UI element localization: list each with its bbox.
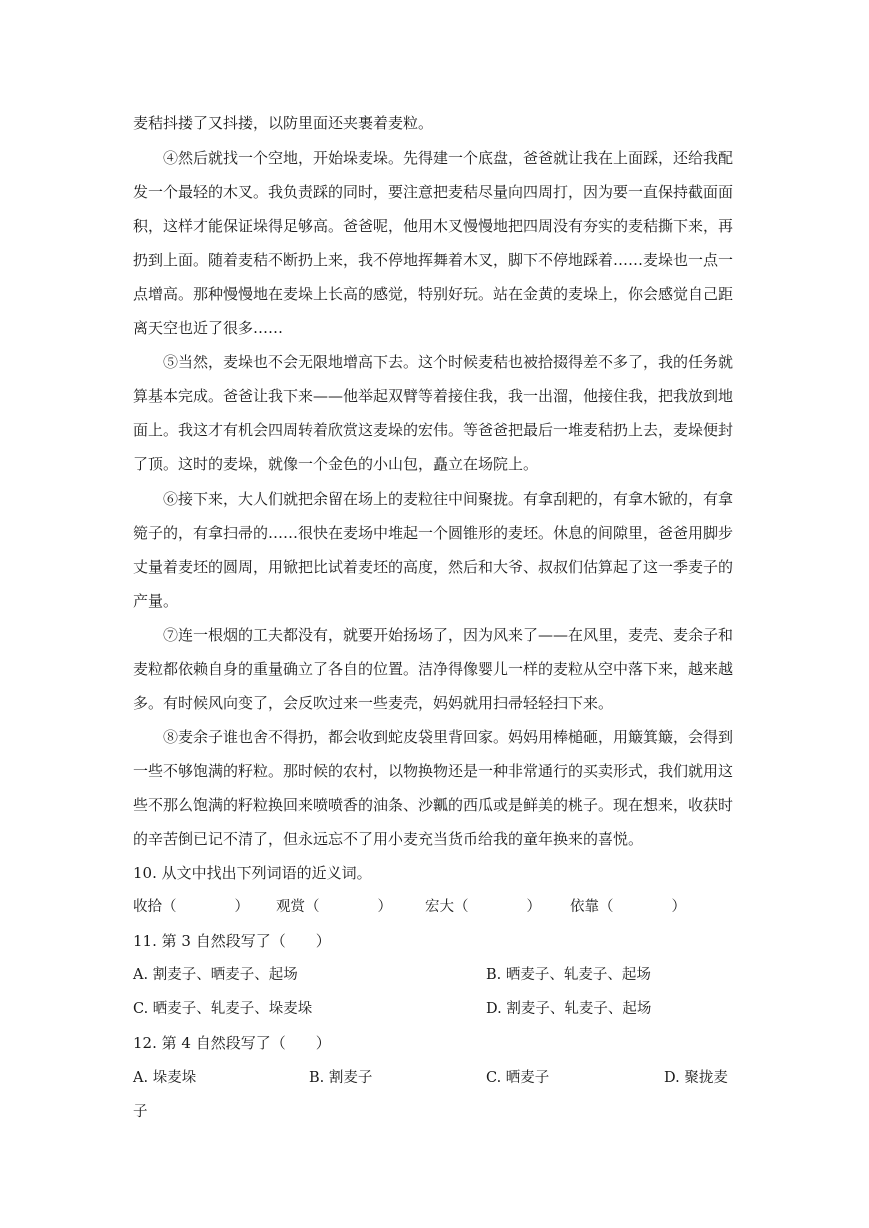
paragraph-5-line: ⑤当然，麦垛也不会无限地增高下去。这个时候麦秸也被拾掇得差不多了，我的任务就 [163,353,734,371]
synonym-blank: 观赏（ ） [276,899,392,915]
synonym-blank: 宏大（ ） [425,899,541,915]
paragraph-4-line: ④然后就找一个空地，开始垛麦垛。先得建一个底盘，爸爸就让我在上面踩，还给我配 [163,149,734,167]
option-c: C. 晒麦子、轧麦子、垛麦垛 [133,1001,313,1017]
paragraph-8-line: ⑧麦余子谁也舍不得扔，都会收到蛇皮袋里背回家。妈妈用棒槌砸，用簸箕簸，会得到 [163,728,734,746]
paragraph-6-line: 丈量着麦坯的圆周，用锨把比试着麦坯的高度，然后和大爷、叔叔们估算起了这一季麦子的 [133,558,734,576]
option-d: D. 聚拢麦 [664,1070,728,1086]
paragraph-5-line: 算基本完成。爸爸让我下来——他举起双臂等着接住我，我一出溜，他接住我，把我放到地 [133,387,734,405]
paragraph-4-line: 点增高。那种慢慢地在麦垛上长高的感觉，特别好玩。站在金黄的麦垛上，你会感觉自己距 [133,285,734,303]
paragraph-3-end: 麦秸抖搂了又抖搂，以防里面还夹裹着麦粒。 [133,114,434,132]
paragraph-8-line: 些不那么饱满的籽粒换回来喷喷香的油条、沙瓤的西瓜或是鲜美的桃子。现在想来，收获时 [133,796,734,814]
question-12-stem: 12. 第 4 自然段写了（ ） [133,1034,331,1052]
option-a: A. 垛麦垛 [133,1070,197,1086]
paragraph-6-line: 产量。 [133,592,179,610]
paragraph-7-line: 多。有时候风向变了，会反吹过来一些麦壳，妈妈就用扫帚轻轻扫下来。 [133,694,614,712]
paragraph-4-line: 离天空也近了很多…… [133,319,284,337]
option-a: A. 割麦子、晒麦子、起场 [133,967,298,983]
synonym-blank: 收拾（ ） [133,899,249,915]
paragraph-8-line: 一些不够饱满的籽粒。那时候的农村，以物换物还是一种非常通行的买卖形式，我们就用这 [133,762,734,780]
option-d: D. 割麦子、轧麦子、起场 [486,1001,652,1017]
paragraph-7-line: ⑦连一根烟的工夫都没有，就要开始扬场了，因为风来了——在风里，麦壳、麦余子和 [163,626,734,644]
paragraph-7-line: 麦粒都依赖自身的重量确立了各自的位置。洁净得像婴儿一样的麦粒从空中落下来，越来越 [133,660,734,678]
paragraph-8-line: 的辛苦倒已记不清了，但永远忘不了用小麦充当货币给我的童年换来的喜悦。 [133,830,644,848]
option-c: C. 晒麦子 [486,1070,550,1086]
option-b: B. 晒麦子、轧麦子、起场 [486,967,651,983]
question-10-stem: 10. 从文中找出下列词语的近义词。 [133,864,372,882]
question-11-stem: 11. 第 3 自然段写了（ ） [133,932,331,950]
paragraph-5-line: 了顶。这时的麦垛，就像一个金色的小山包，矗立在场院上。 [133,455,539,473]
paragraph-5-line: 面上。我这才有机会四周转着欣赏这麦垛的宏伟。等爸爸把最后一堆麦秸扔上去，麦垛便封 [133,421,734,439]
paragraph-4-line: 发一个最轻的木叉。我负责踩的同时，要注意把麦秸尽量向四周打，因为要一直保持截面面 [133,183,734,201]
option-d-wrap: 子 [133,1104,148,1120]
option-b: B. 割麦子 [309,1070,373,1086]
paragraph-4-line: 积，这样才能保证垛得足够高。爸爸呢，他用木叉慢慢地把四周没有夯实的麦秸撕下来，再 [133,217,734,235]
synonym-blank: 依靠（ ） [570,899,686,915]
paragraph-6-line: 箢子的，有拿扫帚的……很快在麦场中堆起一个圆锥形的麦坯。休息的间隙里，爸爸用脚步 [133,524,734,542]
paragraph-6-line: ⑥接下来，大人们就把余留在场上的麦粒往中间聚拢。有拿刮耙的，有拿木锨的，有拿 [163,490,734,508]
paragraph-4-line: 扔到上面。随着麦秸不断扔上来，我不停地挥舞着木叉，脚下不停地踩着……麦垛也一点一 [133,251,734,269]
